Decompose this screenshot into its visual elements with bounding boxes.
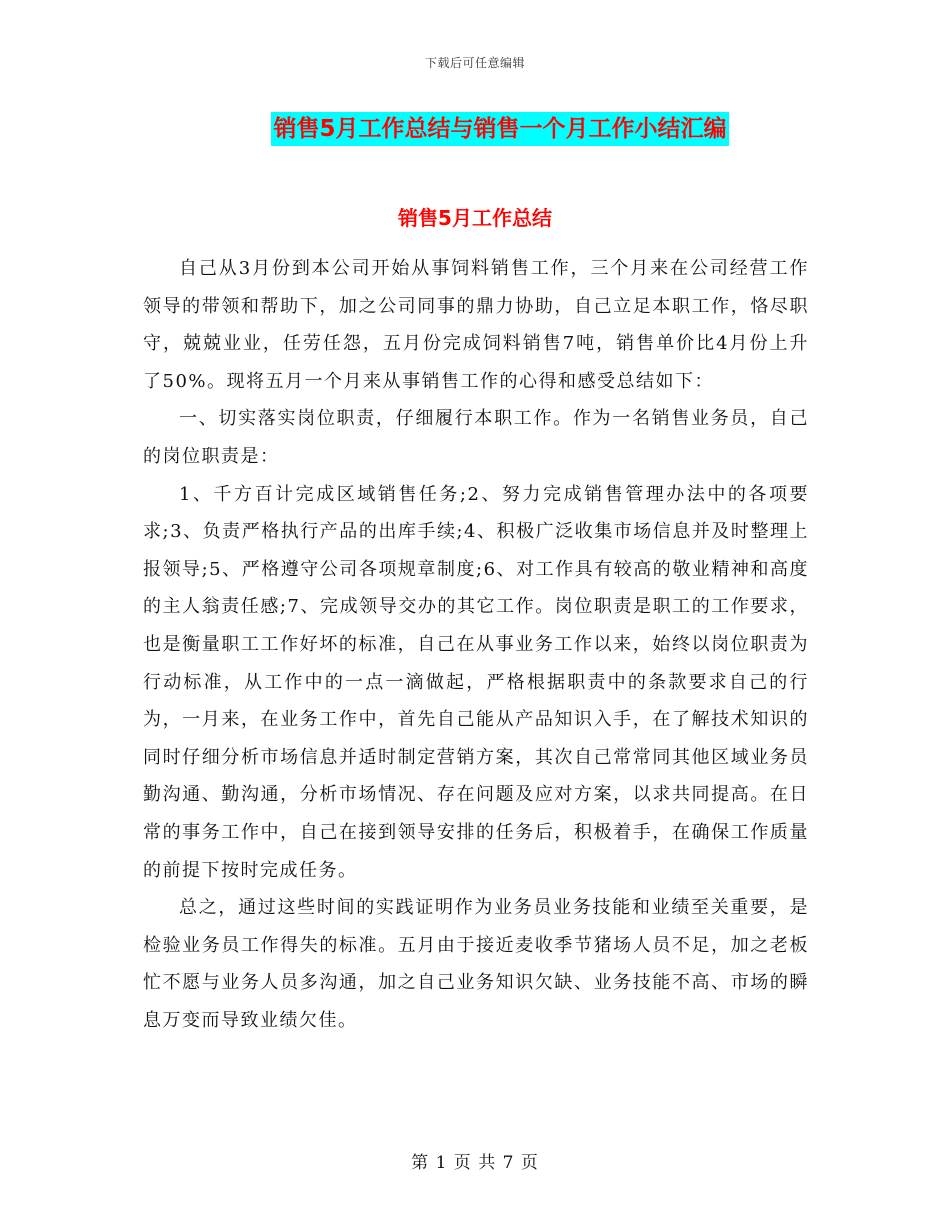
document-title-container — [0, 112, 950, 146]
section-title: 销售5月工作总结 — [398, 206, 552, 230]
page-footer: 第 1 页 共 7 页 — [411, 1153, 539, 1173]
header-note: 下载后可任意编辑 — [424, 56, 525, 70]
document-title: 销售5月工作总结与销售一个月工作小结汇编 — [271, 112, 728, 146]
body-text — [143, 250, 809, 1039]
paragraph-intro: 自己从3月份到本公司开始从事饲料销售工作，三个月来在公司经营工作领导的带领和帮助下，加之公司同事的鼎力协助，自己立足本职工作，恪尽职守，兢兢业业，任劳任怨，五月份完成饲料销售7吨，销售单价比4月份上升了50%。现将五月一个月来从事销售工作的心得和感受总结如下： — [143, 258, 809, 392]
paragraph-summary: 总之，通过这些时间的实践证明作为业务员业务技能和业绩至关重要，是检验业务员工作得失的标准。五月由于接近麦收季节猪场人员不足，加之老板忙不愿与业务人员多沟通，加之自己业务知识欠缺、业务技能不高、市场的瞬息万变而导致业绩欠佳。 — [143, 897, 809, 1031]
paragraph-duties-heading: 一、切实落实岗位职责，仔细履行本职工作。作为一名销售业务员，自己的岗位职责是： — [143, 408, 809, 467]
paragraph-duties-list: 1、千方百计完成区域销售任务;2、努力完成销售管理办法中的各项要求;3、负责严格执行产品的出库手续;4、积极广泛收集市场信息并及时整理上报领导;5、严格遵守公司各项规章制度;6、对工作具有较高的敬业精神和高度的主人翁责任感;7、完成领导交办的其它工作。岗位职责是职工的工作要求，也是衡量职工工作好坏的标准，自己在从事业务工作以来，始终以岗位职责为行动标准，从工作中的一点一滴做起，严格根据职责中的条款要求自己的行为，一月来，在业务工作中，首先自己能从产品知识入手，在了解技术知识的同时仔细分析市场信息并适时制定营销方案，其次自己常常同其他区域业务员勤沟通、勤沟通，分析市场情况、存在问题及应对方案，以求共同提高。在日常的事务工作中，自己在接到领导安排的任务后，积极着手，在确保工作质量的前提下按时完成任务。 — [143, 483, 809, 881]
